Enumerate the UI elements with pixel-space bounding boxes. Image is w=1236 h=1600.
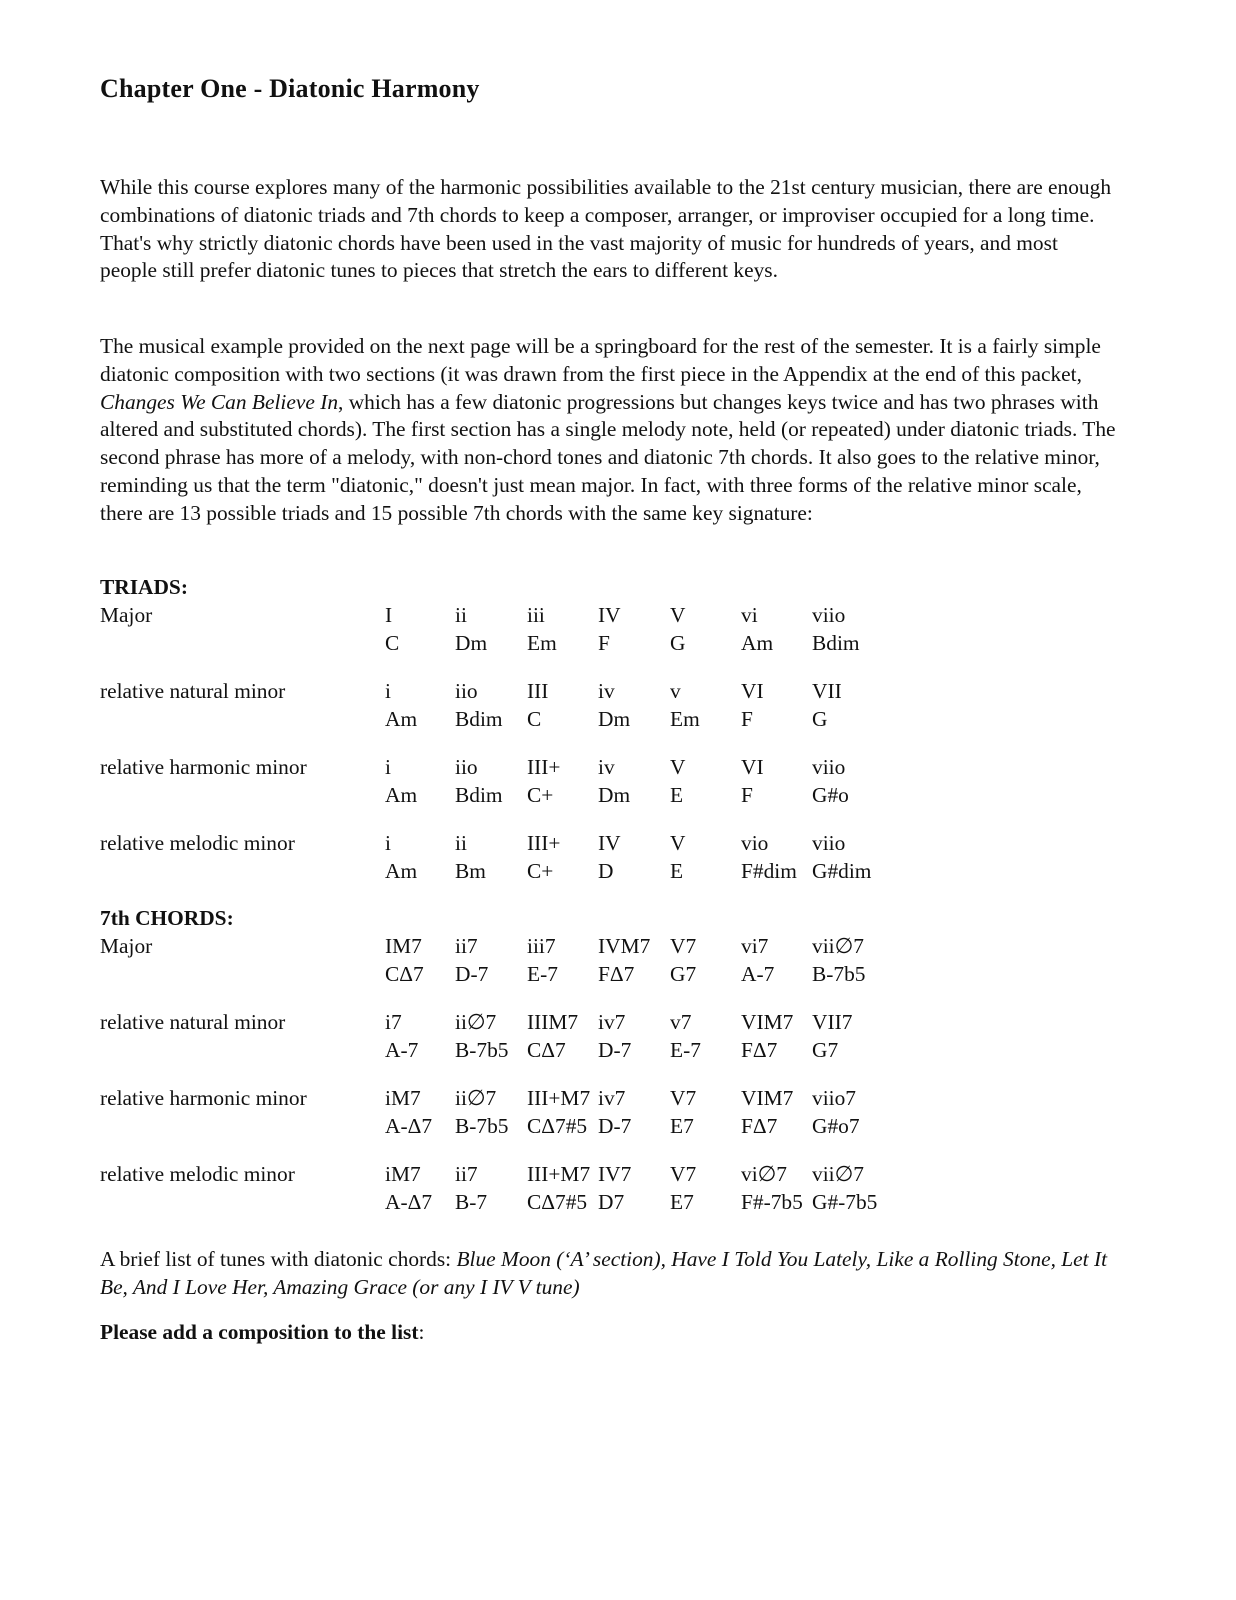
prompt-colon: : [418,1320,425,1344]
roman-numeral: v [670,679,681,703]
roman-numeral: iii7 [527,934,556,958]
roman-numeral: ii7 [455,934,478,958]
chord-symbol: G7 [670,962,697,986]
chord-symbol: Bm [455,859,486,883]
roman-numeral: ii7 [455,1162,478,1186]
roman-numeral: iv7 [598,1086,626,1110]
roman-numeral: i [385,831,391,855]
chord-symbol: C+ [527,783,554,807]
chord-symbol: D-7 [455,962,489,986]
roman-numeral: V [670,603,686,627]
example-paragraph [100,333,1120,528]
chord-symbol: Bdim [455,783,503,807]
chord-symbol: CΔ7 [385,962,424,986]
chord-symbol: Bdim [455,707,503,731]
roman-numeral: III+ [527,831,561,855]
chord-symbol: G [670,631,686,655]
roman-numeral: IV [598,603,621,627]
roman-numeral: i7 [385,1010,402,1034]
chord-symbol: FΔ7 [598,962,635,986]
chord-symbol: FΔ7 [741,1038,778,1062]
roman-numeral: IIIM7 [527,1010,579,1034]
chord-symbol: Am [385,859,418,883]
paragraph-text: , which has a few diatonic progressions but changes keys twice and has two phrases with altered and substituted chords). The first section has a single melody note, held (or repeated) under diatonic triads. The second phrase has more of a melody, with non-chord tones and diatonic 7th chords. It also goes to the relative minor, reminding us that the term "diatonic," doesn't just mean major. In fact, with three forms of the relative minor scale, there are 13 possible triads and 15 possible 7th chords with the same key signature: [100,389,1116,525]
chord-symbol: Bdim [812,631,860,655]
intro-paragraph: While this course explores many of the harmonic possibilities available to the 21st century musician, there are enough combinations of diatonic triads and 7th chords to keep a composer, arranger, or improviser occupied for a long time. That's why strictly diatonic chords have been used in the vast majority of music for hundreds of years, and most people still prefer diatonic tunes to pieces that stretch the ears to different keys. [100,175,1112,283]
chord-symbol: A-7 [385,1038,419,1062]
roman-numeral: iio [455,755,478,779]
prompt-text: Please add a composition to the list [100,1320,419,1344]
chord-symbol: CΔ7#5 [527,1114,588,1138]
chord-symbol: G [812,707,828,731]
roman-numeral: i [385,679,391,703]
roman-numeral: iii [527,603,545,627]
row-label: relative natural minor [100,1010,286,1034]
roman-numeral: ii∅7 [455,1010,497,1034]
roman-numeral: iio [455,679,478,703]
chord-symbol: A-7 [741,962,775,986]
chord-symbol: E7 [670,1190,694,1214]
chapter-title: Chapter One - Diatonic Harmony [100,74,480,103]
chord-symbol: G#dim [812,859,872,883]
chord-symbol: B-7b5 [455,1114,509,1138]
roman-numeral: vi [741,603,758,627]
roman-numeral: V7 [670,1162,697,1186]
chord-symbol: Dm [598,707,631,731]
roman-numeral: iM7 [385,1162,421,1186]
roman-numeral: V [670,831,686,855]
chord-symbol: D [598,859,614,883]
roman-numeral: VIM7 [741,1010,794,1034]
chord-symbol: B-7 [455,1190,488,1214]
roman-numeral: vii∅7 [812,934,864,958]
roman-numeral: I [385,603,393,627]
row-label: Major [100,603,153,627]
chord-symbol: B-7b5 [812,962,866,986]
chord-symbol: G7 [812,1038,839,1062]
chord-symbol: F#-7b5 [741,1190,803,1214]
chord-symbol: CΔ7#5 [527,1190,588,1214]
roman-numeral: i [385,755,391,779]
chord-symbol: E [670,859,684,883]
chord-symbol: Dm [455,631,488,655]
roman-numeral: ii∅7 [455,1086,497,1110]
chord-symbol: F [598,631,610,655]
roman-numeral: iv [598,755,615,779]
roman-numeral: iM7 [385,1086,421,1110]
roman-numeral: ii [455,831,467,855]
chord-symbol: E-7 [670,1038,701,1062]
chord-symbol: C [385,631,400,655]
roman-numeral: V7 [670,1086,697,1110]
roman-numeral: IV [598,831,621,855]
row-label: relative harmonic minor [100,755,307,779]
chord-symbol: E-7 [527,962,558,986]
row-label: relative melodic minor [100,1162,295,1186]
piece-title: Changes We Can Believe In [100,389,339,414]
row-label: relative harmonic minor [100,1086,307,1110]
roman-numeral: VI [741,679,764,703]
roman-numeral: iv7 [598,1010,626,1034]
chord-symbol: A-Δ7 [385,1190,433,1214]
chord-symbol: C [527,707,542,731]
chord-symbol: Am [385,707,418,731]
chord-symbol: C+ [527,859,554,883]
tunes-paragraph [100,1246,1120,1302]
chord-symbol: Em [527,631,557,655]
chord-symbol: D-7 [598,1038,632,1062]
roman-numeral: V [670,755,686,779]
roman-numeral: viio [812,755,846,779]
roman-numeral: III [527,679,549,703]
roman-numeral: vi∅7 [741,1162,787,1186]
roman-numeral: VII [812,679,842,703]
row-label: Major [100,934,153,958]
chord-symbol: Am [385,783,418,807]
roman-numeral: VI [741,755,764,779]
triads-heading: TRIADS: [100,575,188,599]
roman-numeral: VII7 [812,1010,853,1034]
roman-numeral: III+M7 [527,1086,591,1110]
chord-symbol: D-7 [598,1114,632,1138]
roman-numeral: ii [455,603,467,627]
add-composition-prompt [100,1320,424,1345]
roman-numeral: III+ [527,755,561,779]
chord-symbol: G#-7b5 [812,1190,878,1214]
chord-symbol: FΔ7 [741,1114,778,1138]
tunes-list: Blue Moon (‘A’ section), Have I Told You Lately, Like a Rolling Stone, Let It Be, And I Love Her, Amazing Grace (or any I IV V tune) [100,1247,1108,1299]
paragraph-text: The musical example provided on the next page will be a springboard for the rest of the semester. It is a fairly simple diatonic composition with two sections (it was drawn from the first piece in the Appendix at the end of this packet, [100,334,1101,386]
roman-numeral: IVM7 [598,934,651,958]
chord-symbol: G#o7 [812,1114,860,1138]
chord-symbol: E7 [670,1114,694,1138]
roman-numeral: III+M7 [527,1162,591,1186]
chord-symbol: F [741,707,753,731]
chord-symbol: F#dim [741,859,797,883]
chord-symbol: Am [741,631,774,655]
chord-symbol: Em [670,707,700,731]
roman-numeral: viio [812,603,846,627]
sevenths-heading: 7th CHORDS: [100,906,234,930]
roman-numeral: VIM7 [741,1086,794,1110]
roman-numeral: IV7 [598,1162,632,1186]
chord-symbol: B-7b5 [455,1038,509,1062]
chord-symbol: Dm [598,783,631,807]
roman-numeral: IM7 [385,934,422,958]
chord-symbol: E [670,783,684,807]
roman-numeral: v7 [670,1010,692,1034]
roman-numeral: vio [741,831,769,855]
row-label: relative natural minor [100,679,286,703]
roman-numeral: iv [598,679,615,703]
chord-symbol: CΔ7 [527,1038,566,1062]
chord-symbol: G#o [812,783,849,807]
chord-symbol: D7 [598,1190,625,1214]
roman-numeral: vi7 [741,934,769,958]
chord-symbol: F [741,783,753,807]
tunes-intro: A brief list of tunes with diatonic chords: [100,1247,457,1271]
roman-numeral: V7 [670,934,697,958]
row-label: relative melodic minor [100,831,295,855]
chord-symbol: A-Δ7 [385,1114,433,1138]
roman-numeral: viio7 [812,1086,856,1110]
roman-numeral: vii∅7 [812,1162,864,1186]
roman-numeral: viio [812,831,846,855]
